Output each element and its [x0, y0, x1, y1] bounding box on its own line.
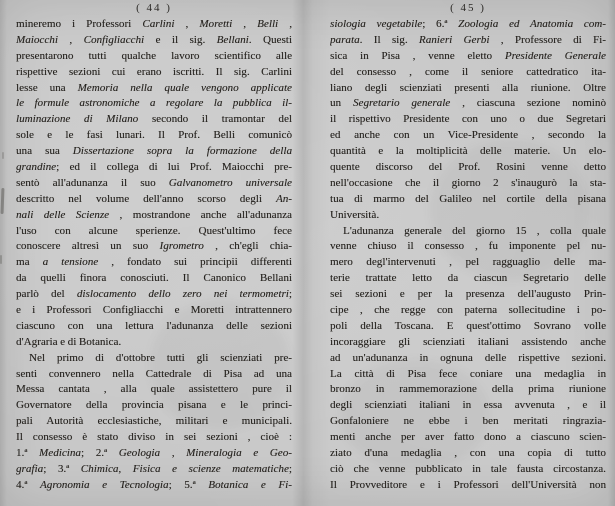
page-number-left: ( 44 )	[136, 2, 172, 14]
text-run: dislocamento dello zero nei termometri	[76, 288, 289, 301]
scan-edge-shadow-left	[0, 0, 7, 506]
text-line	[330, 287, 606, 303]
text-run: ciò che venne pubblicato in tale fausta circostanza.	[330, 462, 606, 475]
text-line	[330, 255, 606, 271]
text-run: ad un'adunanza in ognuna delle rispettive sezioni.	[330, 351, 606, 364]
text-line	[330, 192, 606, 208]
text-run: Zoologia ed Anatomia com-	[458, 18, 606, 30]
text-line	[330, 17, 606, 33]
text-line	[16, 128, 292, 144]
text-run: Agronomia e Tecnologia	[40, 478, 169, 491]
text-run: grandine	[16, 161, 57, 174]
text-run: Carlini	[142, 18, 175, 30]
page-left	[16, 0, 292, 506]
text-line	[330, 271, 606, 287]
text-line	[16, 160, 292, 176]
text-line	[330, 351, 606, 367]
text-run: . Questi	[248, 33, 292, 46]
text-run: cipe , che regge con paterna sollecitudine i po-	[330, 304, 606, 317]
text-line	[330, 224, 606, 240]
text-run: La città di Pisa fece coniare una medaglia in	[330, 367, 606, 380]
text-line	[16, 303, 292, 319]
text-run: Memoria nella quale vengono applicate	[77, 81, 292, 94]
text-line	[330, 176, 606, 192]
text-run: parata	[330, 33, 360, 46]
text-run: Geologia , Mineralogia e Geo-	[118, 447, 292, 460]
text-run: Igrometro	[159, 240, 204, 253]
text-run: incoraggiare gli scienziati italiani assistendo anche	[330, 335, 606, 348]
text-run: ; 5.ª	[168, 478, 209, 491]
text-run: Botanica e Fi-	[208, 478, 292, 491]
text-run: Configliacchi	[83, 33, 145, 46]
text-line	[16, 144, 292, 160]
text-line	[330, 446, 606, 462]
text-run: nali delle Scienze	[16, 208, 110, 221]
text-line	[16, 351, 292, 367]
text-line	[16, 96, 292, 112]
text-run: nell'occasione che il giorno 2 s'inaugurò la sta-	[330, 176, 606, 189]
text-run: siologia vegetabile	[330, 18, 423, 30]
text-line	[16, 430, 292, 446]
text-run: , fondato sui principii differenti	[98, 256, 292, 269]
text-run: ciascuno con una lettura l'adunanza delle sezioni	[16, 319, 292, 332]
text-run: sica in Pisa , venne eletto	[330, 49, 505, 62]
text-run: ed anche con un Vice-Presidente , secondo la	[330, 129, 606, 142]
text-line	[330, 319, 606, 335]
text-line	[16, 446, 292, 462]
text-run: da quelli finora conosciuti. Il Canonico Bellani	[16, 272, 292, 285]
text-line	[16, 382, 292, 398]
text-line	[16, 81, 292, 97]
text-run: Moretti	[199, 18, 233, 30]
text-run: Ranieri Gerbi	[418, 33, 490, 46]
text-line	[16, 462, 292, 478]
text-run: grafia	[16, 462, 44, 475]
text-run: An-	[275, 192, 292, 205]
text-line	[330, 81, 606, 97]
text-line	[16, 239, 292, 255]
text-run: senti convennero nella Cattedrale di Pisa ad una	[16, 367, 292, 380]
scan-artifact	[0, 255, 2, 264]
text-run: l'uso con alcune sperienze. Quest'ultimo fece	[16, 224, 292, 237]
text-run: liano degli scienziati presenti alla riunione. Oltre	[330, 81, 606, 94]
text-run: Bellani	[216, 33, 249, 46]
page-text-left	[16, 17, 292, 494]
text-run: Chimica, Fisica e scienze matematiche	[80, 462, 289, 475]
text-run: Università.	[330, 208, 380, 221]
text-run: sole e le fasi lunari. Il Prof. Belli comunicò	[16, 129, 292, 142]
text-run: Messa cantata , alla quale assistettero pure il	[16, 383, 292, 396]
text-line	[16, 112, 292, 128]
text-run: ziato d'una medaglia , con una copia di tutto	[330, 447, 606, 460]
text-run: , Professore di Fi-	[489, 33, 606, 46]
text-line	[330, 303, 606, 319]
text-run: mero degl'intervenuti , pel ragguaglio delle ma-	[330, 256, 606, 269]
text-run: lesse una	[16, 81, 78, 94]
text-line	[330, 239, 606, 255]
text-line	[330, 414, 606, 430]
text-line	[16, 319, 292, 335]
text-run: venne chiuso il consesso , fu imponente pel nu-	[330, 240, 606, 253]
text-run: menti anche per aver fatto dono a ciascuno scien-	[330, 431, 606, 444]
text-run: ,	[278, 18, 292, 30]
text-run: sei sezioni e per la presenza dell'augusto Prin-	[330, 288, 606, 301]
page-text-right	[330, 17, 606, 494]
text-line	[330, 462, 606, 478]
text-run: secondo il tramontar del	[138, 113, 292, 126]
text-run: descritto nel volume dell'anno scorso degli	[16, 192, 276, 205]
text-run: pali Autorità ecclesiastiche, militari e municipali.	[16, 415, 292, 428]
text-run: ; ed il collega di lui Prof. Maiocchi pre-	[56, 161, 292, 174]
text-line	[330, 33, 606, 49]
text-run: , mostrandone anche all'adunanza	[109, 208, 292, 221]
text-line	[330, 382, 606, 398]
text-run: rispettive sezioni cui erano iscritti. Il sig. Carlini	[16, 65, 292, 78]
text-run: , ciascuna sezione nominò	[450, 97, 606, 110]
text-line	[330, 128, 606, 144]
text-run: Medicina	[39, 447, 81, 460]
text-line	[16, 224, 292, 240]
text-run: e i Professori Configliacchi e Moretti intrattennero	[16, 304, 292, 317]
text-line	[16, 255, 292, 271]
text-run: le formule astronomiche a regolare la pubblica il-	[16, 97, 292, 110]
text-line	[16, 414, 292, 430]
text-run: Presidente Generale	[504, 49, 606, 62]
text-line	[330, 208, 606, 224]
text-run: Governatore della provincia pisana e le princi-	[16, 399, 292, 412]
text-run: L'adunanza generale del giorno 15 , colla quale	[343, 224, 606, 237]
text-run: ; 6.ª	[422, 18, 459, 30]
text-run: quente discorso del Prof. Rosini venne detto	[330, 161, 606, 174]
text-run: Il Provveditore e i Professori dell'Università non	[330, 478, 606, 491]
page-gutter-shadow	[292, 0, 330, 506]
text-run: d'Agraria e di Botanica.	[16, 335, 122, 348]
text-run: Maiocchi	[16, 33, 58, 46]
text-run: , ch'egli chia-	[203, 240, 292, 253]
text-run: poli della Toscana. E quest'ottimo Sovrano volle	[330, 319, 606, 332]
text-line	[16, 33, 292, 49]
text-run: Il consesso è stato diviso in sei sezioni , cioè :	[16, 431, 292, 444]
text-run: bronzo in rammemorazione della prima riunione	[330, 383, 606, 396]
text-line	[330, 49, 606, 65]
text-line	[330, 112, 606, 128]
text-run: ,	[174, 18, 200, 30]
text-run: ;	[288, 462, 292, 475]
text-run: e il sig.	[144, 33, 217, 46]
text-line	[16, 367, 292, 383]
text-line	[330, 398, 606, 414]
text-line	[330, 160, 606, 176]
text-run: 4.ª	[16, 478, 40, 491]
page-right	[330, 0, 606, 506]
text-run: Segretario generale	[352, 97, 451, 110]
text-run: ,	[57, 33, 84, 46]
text-line	[16, 208, 292, 224]
text-line	[16, 478, 292, 494]
text-run: ; 2.ª	[81, 447, 119, 460]
text-line	[16, 17, 292, 33]
scan-edge-shadow-right	[608, 0, 615, 506]
text-run: 1.ª	[16, 447, 40, 460]
text-line	[330, 367, 606, 383]
text-run: quantità e la moltiplicità delle materie. Un elo-	[330, 145, 606, 158]
text-line	[330, 478, 606, 494]
text-line	[16, 49, 292, 65]
text-run: . Il sig.	[359, 33, 419, 46]
text-run: ;	[288, 288, 292, 301]
text-run: Dissertazione sopra la formazione della	[72, 145, 292, 158]
text-run: tua di marmo del Galileo nel cortile della pisana	[330, 192, 606, 205]
text-run: ma	[16, 256, 43, 269]
text-line	[16, 271, 292, 287]
text-line	[16, 398, 292, 414]
text-run: parlò del	[16, 288, 77, 301]
text-line	[330, 430, 606, 446]
text-line	[330, 144, 606, 160]
text-run: ; 3.ª	[43, 462, 81, 475]
text-run: mineremo i Professori	[16, 18, 143, 30]
text-run: una sua	[16, 145, 73, 158]
page-number-right: ( 45 )	[450, 2, 486, 14]
text-line	[330, 335, 606, 351]
text-run: ,	[232, 18, 258, 30]
text-run: sentò all'adunanza il suo	[16, 176, 169, 189]
text-line	[16, 192, 292, 208]
text-run: del consesso , come il seniore cattedratico ita-	[330, 65, 606, 78]
text-run: Nel primo di d'ottobre tutti gli scienziati pre-	[29, 351, 292, 364]
text-line	[16, 335, 292, 351]
text-line	[16, 65, 292, 81]
text-line	[330, 96, 606, 112]
scan-artifact	[2, 152, 4, 159]
text-run: a tensione	[42, 256, 99, 269]
text-line	[330, 65, 606, 81]
text-run: conoscere altresì un suo	[16, 240, 160, 253]
text-run: Belli	[257, 18, 279, 30]
text-line	[16, 287, 292, 303]
text-run: il rispettivo Presidente con uno o due Segretari	[330, 113, 606, 126]
text-run: Galvanometro universale	[168, 176, 292, 189]
text-line	[16, 176, 292, 192]
text-run: degli scienziati italiani in essa avvenuta , e il	[330, 399, 606, 412]
text-run: terie trattate letto da ciascun Segretario delle	[330, 272, 606, 285]
text-run: un	[330, 97, 353, 110]
text-run: luminazione di Milano	[16, 113, 139, 126]
text-run: Gonfaloniere ne ebbe i ben meritati ringrazia-	[330, 415, 606, 428]
text-run: presentarono tutti qualche lavoro scientifico alle	[16, 49, 292, 62]
